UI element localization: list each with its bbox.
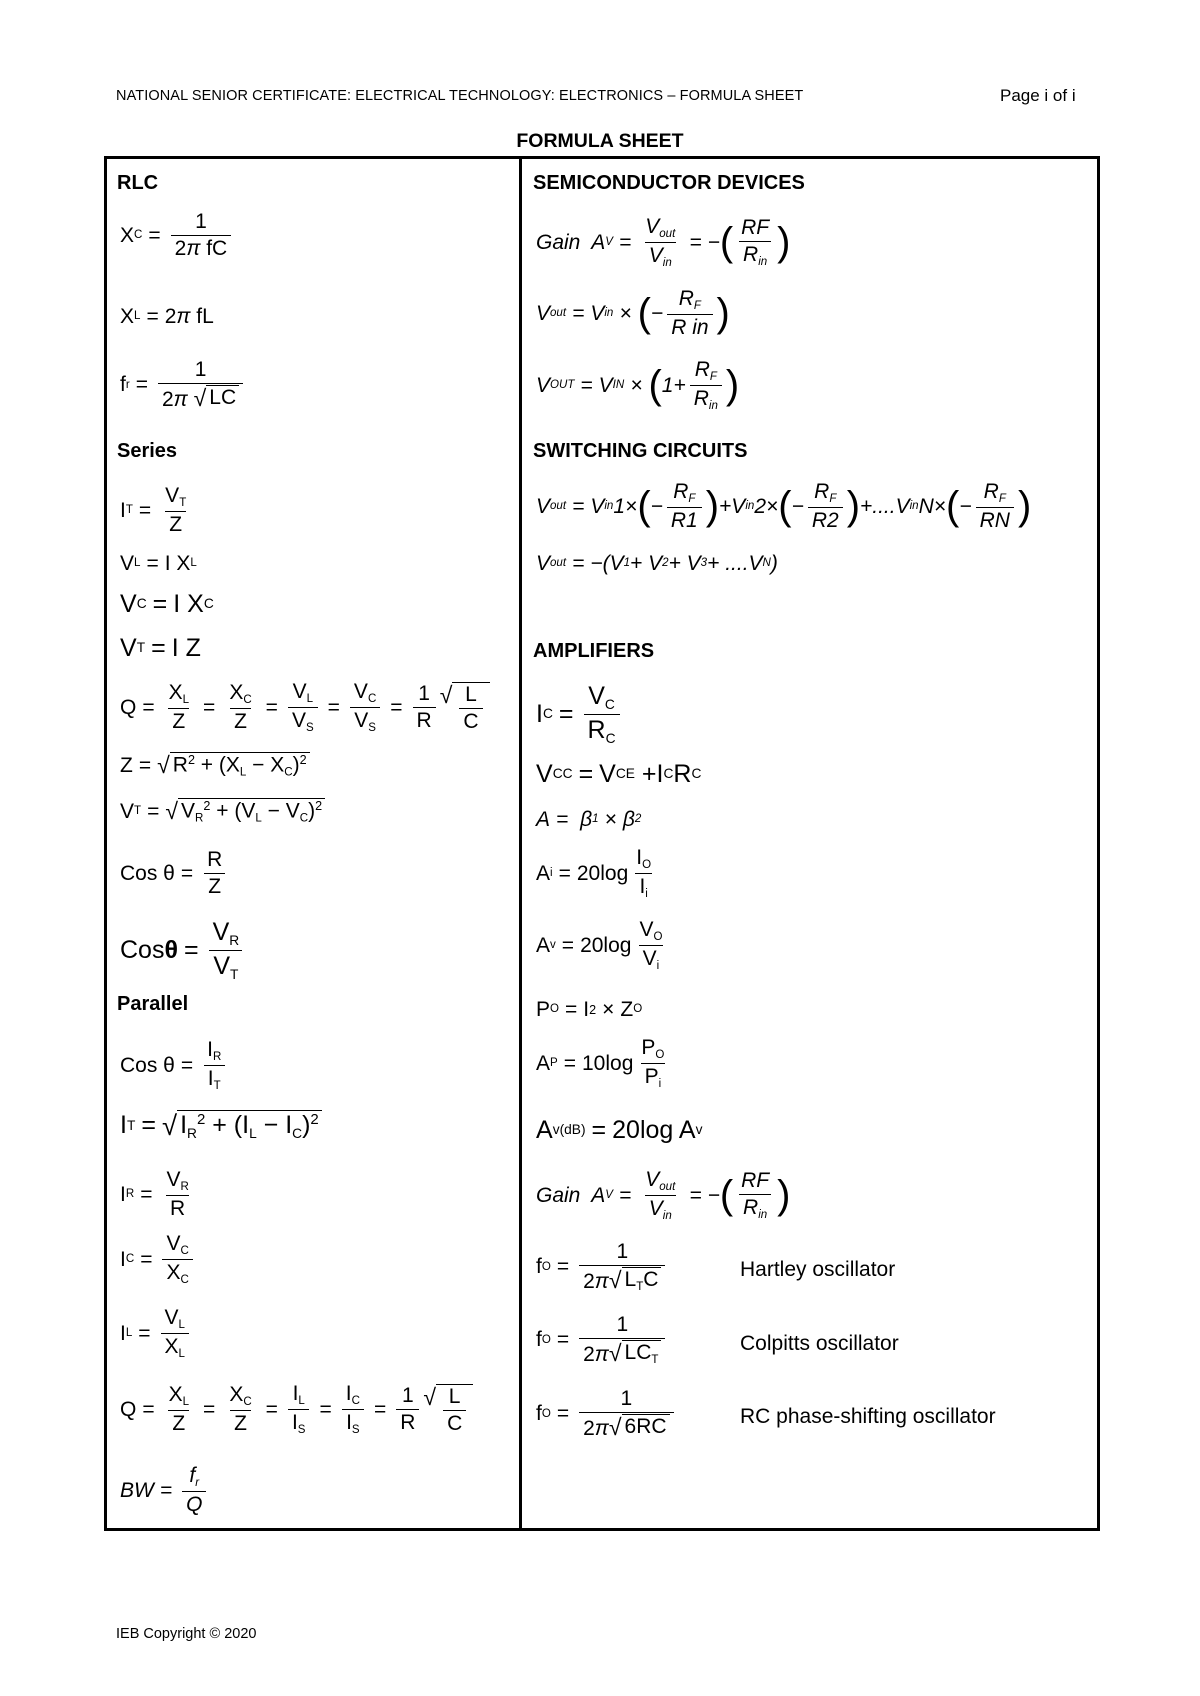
page-title: FORMULA SHEET: [516, 130, 684, 152]
formula-ai: A i = 20log $\frac{I_O}{I_i}$: [536, 846, 652, 901]
formula-xc: X C = $\frac{1}{\text{2π fC}}$: [120, 210, 235, 261]
formula-ic-amp: I C = $\frac{V_C}{R_C}$: [536, 682, 624, 746]
formula-cos-ir-it: Cos θ = $\frac{I_R}{I_T}$: [120, 1038, 229, 1094]
formula-fo-rc: f O = 1 2π √ 6RC: [536, 1387, 678, 1441]
formula-po: P O = I 2 × Z O: [536, 998, 643, 1021]
formula-fo-colpitts: f O = 1 2π √ $LC_T$: [536, 1313, 669, 1367]
formula-summing-simple: V out = −(V 1 + V 2 + V 3 + ....V N ): [536, 552, 778, 575]
section-rlc: RLC: [117, 172, 159, 194]
formula-vcc: V CC = V CE +I C R C: [536, 760, 702, 788]
formula-z: Z = √ $R^2 + (X_L - X_C)^2$: [120, 752, 310, 780]
column-divider: [519, 156, 522, 1531]
formula-vout-inverting: V out = V in × ( − $\frac{R_F}{\text{R in}}$ ): [536, 287, 730, 340]
formula-gain-av: Gain A V = $\frac{V_{out}}{V_{in}}$ = − ( $\frac{RF}{R_{in}}$ ): [536, 215, 791, 270]
label-colpitts: Colpitts oscillator: [740, 1332, 899, 1355]
formula-vt: V T = I Z: [120, 634, 201, 662]
section-amplifiers: AMPLIFIERS: [533, 640, 655, 662]
formula-ic-parallel: I C = $\frac{V_C}{X_C}$: [120, 1232, 197, 1288]
formula-cos-rz: Cos θ = $\frac{R}{Z}$: [120, 848, 230, 899]
formula-fo-hartley: f O = 1 2π √ $L_TC$: [536, 1240, 669, 1294]
formula-av-db: A v(dB) = 20log A v: [536, 1116, 703, 1144]
page-number: Page i of i: [1000, 86, 1076, 105]
formula-q-series: Q = $\frac{X_L}{Z}$ = $\frac{X_C}{Z}$ = $\frac{V_L}{V_S}$ = $\frac{V_C}{V_S}$ = $\frac{1}{R}$ √ $\frac{L}{C}$: [120, 680, 490, 736]
formula-summing-amp: V out = V in 1× ( − $\frac{R_F}{R1}$ ) +V in 2× ( − $\frac{R_F}{R2}$ ) +....V in N× ( − $\frac{R_F}{RN}$ ): [536, 480, 1032, 533]
label-rc-phase: RC phase-shifting oscillator: [740, 1405, 996, 1428]
formula-cos-vr-vt: Cos θ = $\frac{V_R}{V_T}$: [120, 918, 247, 982]
formula-it-series: I T = $\frac{V_T}{Z}$: [120, 484, 187, 537]
label-hartley: Hartley oscillator: [740, 1258, 896, 1281]
formula-vt-root: V T = √ $V_R^2 + (V_L - V_C)^2$: [120, 798, 325, 826]
section-semiconductor: SEMICONDUCTOR DEVICES: [533, 172, 805, 194]
section-parallel: Parallel: [117, 993, 189, 1015]
formula-vl: V L = I X L: [120, 552, 197, 575]
formula-it-parallel: I T = √ $I_R^2 + (I_L - I_C)^2$: [120, 1110, 322, 1142]
formula-xl: X L = 2 π fL: [120, 305, 214, 328]
formula-bw: BW = $\frac{f_r}{Q}$: [120, 1464, 210, 1517]
formula-q-parallel: Q = $\frac{X_L}{Z}$ = $\frac{X_C}{Z}$ = $\frac{I_L}{I_S}$ = $\frac{I_C}{I_S}$ = $\frac{1}{R}$ √ $\frac{L}{C}$: [120, 1382, 473, 1438]
footer-copyright: IEB Copyright © 2020: [116, 1626, 257, 1642]
formula-av-log: A v = 20log $\frac{V_O}{V_i}$: [536, 918, 663, 973]
header-title: NATIONAL SENIOR CERTIFICATE: ELECTRICAL TECHNOLOGY: ELECTRONICS – FORMULA SHEET: [116, 88, 804, 104]
formula-ir: I R = $\frac{V_R}{R}$: [120, 1168, 189, 1221]
formula-gain-av-amp: Gain A V = $\frac{V_{out}}{V_{in}}$ = − ( $\frac{RF}{R_{in}}$ ): [536, 1168, 791, 1223]
formula-vc: V C = I X C: [120, 590, 214, 618]
formula-fr: f r = 1 2π √ LC: [120, 358, 247, 412]
formula-ap: A P = 10log $\frac{P_O}{P_i}$: [536, 1036, 665, 1091]
formula-il: I L = $\frac{V_L}{X_L}$: [120, 1306, 193, 1362]
formula-vout-noninverting: V OUT = V IN × ( 1+ $\frac{R_F}{R_{in}}$ ): [536, 358, 740, 413]
section-switching: SWITCHING CIRCUITS: [533, 440, 748, 462]
section-series: Series: [117, 440, 178, 462]
formula-beta-gain: A = β 1 × β 2: [536, 808, 642, 831]
